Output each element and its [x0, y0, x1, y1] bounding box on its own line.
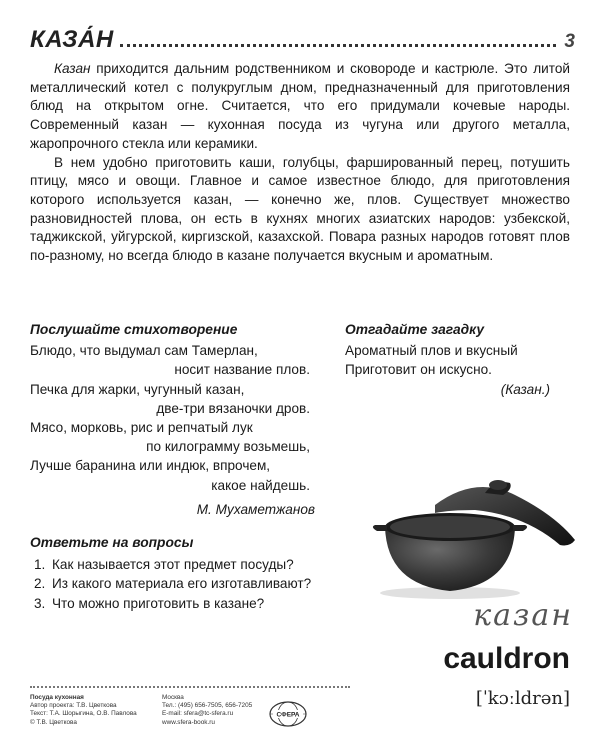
- publisher-logo-text: СФЕРА: [276, 711, 300, 719]
- question-text: Из какого материала его изготавливают?: [52, 576, 312, 592]
- footer-contacts: [162, 694, 282, 727]
- page-title: КАЗА́Н: [30, 26, 114, 53]
- poem-line: Мясо, морковь, рис и репчатый лук: [30, 420, 253, 436]
- questions-section: [30, 533, 360, 613]
- question-number: 3.: [34, 595, 46, 611]
- question-text: Как называется этот предмет посуды?: [52, 556, 294, 572]
- footer-phone: Тел.: (495) 656-7505, 656-7205: [162, 702, 253, 710]
- question-number: 1.: [34, 556, 46, 572]
- poem-title: Послушайте стихотворение: [30, 322, 238, 337]
- question-number: 2.: [34, 576, 46, 592]
- question-item: [30, 594, 360, 614]
- header-dotted-leader: [120, 44, 557, 47]
- poem-author: М. Мухаметжанов: [196, 501, 315, 517]
- page-header: [30, 20, 575, 54]
- poem-line: две-три вязаночки дров.: [156, 400, 310, 416]
- poem-line: Блюдо, что выдумал сам Тамерлан,: [30, 343, 258, 359]
- footer-email: E-mail: sfera@tc-sfera.ru: [162, 710, 234, 718]
- poem-line: носит название плов.: [174, 362, 310, 378]
- intro-paragraph-1-text: приходится дальним родственником и сковороде и кастрюле. Это литой металлический котел с полукруглым дном, предназначенный для приготовления блюд на открытом огне. Считается, что его придумали кочевые народы. Современный казан — кухонная посуда из чугуна или другого металла, жаропрочного стекла или керамики.: [30, 61, 570, 151]
- footer-site: www.sfera-book.ru: [162, 718, 215, 726]
- poem-line: Лучше баранина или индюк, впрочем,: [30, 458, 271, 474]
- footer-divider: [30, 686, 350, 688]
- intro-paragraph-2: В нем удобно приготовить каши, голубцы, фаршированный перец, потушить птицу, мясо и овощи. Главное и самое известное блюдо, для приготовления которого используется казан, — конечно же, плов. Существует множество разновидностей плова, он есть в кухнях многих азиатских народов: узбекской, таджикской, уйгурской, киргизской, казахской. Повара разных народов готовят плов по-разному, но всегда блюдо в казане получается вкусным и ароматным.: [30, 154, 570, 264]
- poem-line: по килограмму возьмешь,: [146, 439, 310, 455]
- intro-term: Казан: [54, 61, 91, 76]
- footer-author: Автор проекта: Т.В. Цветкова: [30, 702, 117, 710]
- riddle-line: Приготовит он искусно.: [345, 362, 492, 378]
- question-text: Что можно приготовить в казане?: [52, 595, 265, 611]
- questions-list: [30, 555, 360, 614]
- intro-text: [30, 60, 570, 266]
- poem-line: Печка для жарки, чугунный казан,: [30, 381, 245, 397]
- poem-section: [30, 320, 320, 519]
- footer-copyright: © Т.В. Цветкова: [30, 718, 77, 726]
- riddle-line: Ароматный плов и вкусный: [345, 343, 518, 359]
- riddle-title: Отгадайте загадку: [345, 322, 485, 337]
- footer-city: Москва: [162, 694, 184, 701]
- question-item: [30, 574, 360, 594]
- page-number: 3: [564, 31, 575, 52]
- poem-line: какое найдешь.: [211, 477, 310, 493]
- word-russian: казан: [473, 598, 573, 633]
- word-english: cauldron: [443, 642, 570, 675]
- publisher-logo: [268, 700, 308, 728]
- question-item: [30, 555, 360, 575]
- cauldron-illustration: [365, 465, 580, 600]
- footer-series: Посуда кухонная: [30, 694, 84, 701]
- riddle-answer: (Казан.): [500, 381, 550, 397]
- footer-text-by: Текст: Т.А. Шорыгина, О.В. Павлова: [30, 710, 137, 718]
- riddle-section: [345, 320, 560, 399]
- intro-paragraph-1: [30, 60, 570, 154]
- footer-credits: [30, 694, 160, 727]
- questions-title: Ответьте на вопросы: [30, 535, 194, 550]
- word-transcription: [ˈkɔːldrən]: [475, 688, 570, 709]
